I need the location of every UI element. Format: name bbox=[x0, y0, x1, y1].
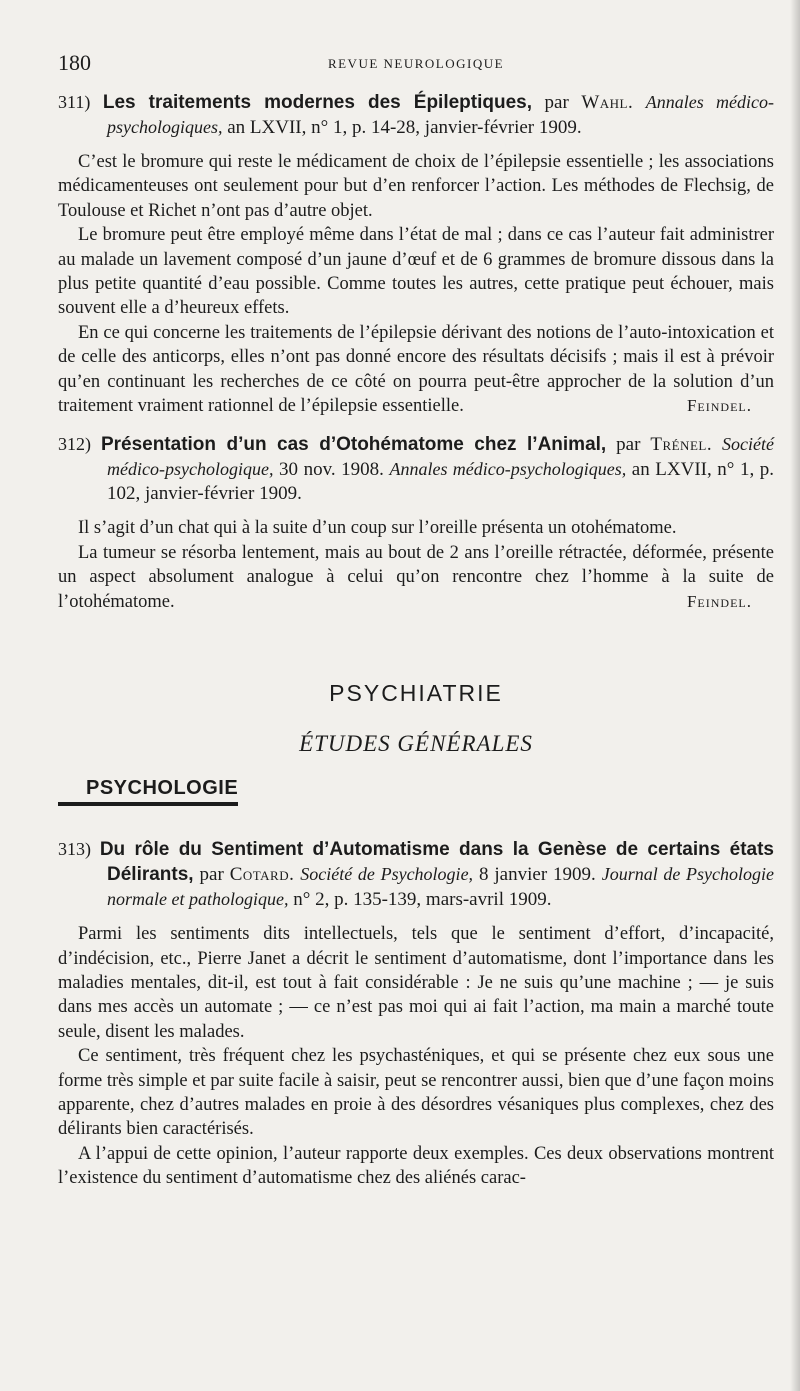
entry-311-citation-tail: an LXVII, n° 1, p. 14-28, janvier-février 1909. bbox=[227, 117, 582, 138]
entry-312-citation-2-tail: an LXVII, n° 1, p. 102, janvier-février 1909. bbox=[107, 459, 775, 505]
entry-311-citation: Annales médico-psychologiques, bbox=[107, 92, 775, 137]
entry-313-paragraph: A l’appui de cette opinion, l’auteur rapporte deux exemples. Ces deux observations montrent l’existence du sentiment d’automatisme chez des aliénés carac- bbox=[58, 1143, 774, 1189]
page-edge-shadow bbox=[790, 0, 800, 1391]
entry-311-heading bbox=[58, 90, 774, 140]
entry-311-paragraph: En ce qui concerne les traitements de l’épilepsie dérivant des notions de l’auto-intoxication et de celle des anticorps, elles n’ont pas donné encore des résultats décisifs ; mais il est à prévoir qu’en continuant les recherches de ce côté on pourra peut-être approcher de la solution d’un traitement vraiment rationnel de l’épilepsie essentielle. bbox=[58, 322, 774, 417]
running-head bbox=[58, 0, 774, 90]
entry-313-citation-2-tail: n° 2, p. 135-139, mars-avril 1909. bbox=[293, 889, 552, 911]
entry-312-title: Présentation d’un cas d’Otohématome chez l’Animal, bbox=[100, 434, 607, 456]
page-number: 180 bbox=[58, 50, 91, 75]
entry-312-heading bbox=[58, 432, 774, 506]
entry-311 bbox=[58, 90, 774, 418]
entry-312-number: 312) bbox=[58, 434, 91, 455]
entry-311-number: 311) bbox=[58, 92, 91, 112]
entry-311-signature: Feindel. bbox=[686, 396, 752, 416]
subsubsection-wrap bbox=[58, 757, 774, 837]
entry-312-signature: Feindel. bbox=[686, 592, 752, 612]
entry-313-title: Du rôle du Sentiment d’Automatisme dans la Genèse de certains états Délirants, bbox=[99, 839, 774, 886]
entry-311-paragraph: Le bromure peut être employé même dans l’état de mal ; dans ce cas l’auteur fait administrer au malade un lavement composé d’un jaune d’œuf et de 6 grammes de bromure dissous dans la plus petite quantité d’eau possible. Comme toutes les autres, cette pratique peut échouer, mais souvent elle a d’heureux effets. bbox=[58, 225, 774, 319]
entry-313-citation-1-tail: 8 janvier 1909. bbox=[478, 864, 596, 886]
entry-312-citation-1-tail: 30 nov. 1908. bbox=[279, 459, 384, 481]
entry-312-paragraph: Il s’agit d’un chat qui à la suite d’un coup sur l’oreille présenta un otohématome. bbox=[78, 518, 677, 539]
entry-312-author: Trénel. bbox=[650, 434, 713, 456]
entry-313-paragraph: Ce sentiment, très fréquent chez les psychasténiques, et qui se présente chez eux sous une forme très simple et par suite facile à saisir, peut se rencontrer aussi, bien que d’une façon moins apparente, chez d’autres malades en proie à des désordres vésaniques plus complexes, chez des délirants bien caractérisés. bbox=[58, 1046, 774, 1140]
entry-313-heading bbox=[58, 837, 774, 912]
section-title: PSYCHIATRIE bbox=[329, 680, 503, 707]
journal-title: REVUE NEUROLOGIQUE bbox=[327, 56, 505, 71]
entry-313-citation-2: Journal de Psychologie normale et pathologique, bbox=[107, 864, 775, 910]
subsubsection-title: PSYCHOLOGIE bbox=[58, 777, 238, 806]
entry-311-title: Les traitements modernes des Épileptiques, bbox=[102, 92, 533, 113]
entry-313-citation-1: Société de Psychologie, bbox=[300, 864, 474, 885]
entry-312-citation-2: Annales médico-psychologiques, bbox=[389, 459, 627, 480]
entry-313-number: 313) bbox=[58, 839, 91, 860]
entry-313 bbox=[58, 837, 774, 1190]
entry-313-paragraph: Parmi les sentiments dits intellectuels, tels que le sentiment d’effort, d’incapacité, d’indécision, etc., Pierre Janet a décrit le sentiment d’automatisme, dont l’importance dans les maladies mentales, dit-il, est tout à fait considérable : Je ne suis qu’une machine ; — je suis dans mes accès un automate ; — ce n’est pas moi qui ai fait l’action, ma main a marché toute seule, disent les malades. bbox=[58, 924, 774, 1042]
entry-313-by: par bbox=[199, 864, 224, 886]
entry-312-citation-1: Société médico-psychologique, bbox=[107, 434, 775, 480]
entry-311-paragraph: C’est le bromure qui reste le médicament de choix de l’épilepsie essentielle ; les associations médicamenteuses ont seulement pour but d’en renforcer l’action. Les méthodes de Flechsig, de Toulouse et Richet n’ont pas d’autre objet. bbox=[58, 152, 774, 221]
subsection-title: ÉTUDES GÉNÉRALES bbox=[299, 731, 533, 757]
entry-311-by: par bbox=[544, 92, 569, 113]
entry-313-author: Cotard. bbox=[229, 864, 295, 886]
entry-312-by: par bbox=[616, 434, 641, 456]
entry-311-author: Wahl. bbox=[581, 92, 634, 113]
entry-312-paragraph: La tumeur se résorba lentement, mais au bout de 2 ans l’oreille rétractée, déformée, présente un aspect absolument analogue à celui qu’on rencontre chez l’homme à la suite de l’otohématome. bbox=[58, 542, 774, 612]
entry-312 bbox=[58, 432, 774, 614]
